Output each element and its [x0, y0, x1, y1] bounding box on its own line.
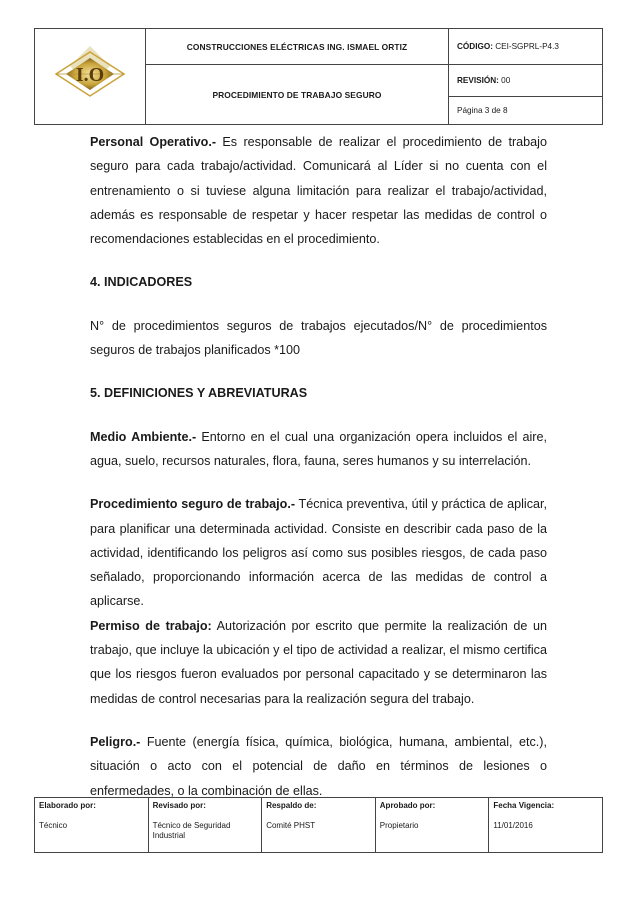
- peligro-paragraph: [90, 730, 547, 803]
- revisado-value: Técnico de Seguridad Industrial: [152, 821, 231, 840]
- permiso-term: Permiso de trabajo:: [90, 618, 212, 633]
- section-5-heading: 5. DEFINICIONES Y ABREVIATURAS: [90, 386, 308, 401]
- revision-cell: [449, 65, 603, 97]
- aprobado-label: Aprobado por:: [379, 801, 436, 810]
- footer-revisado: [148, 798, 262, 853]
- respaldo-label: Respaldo de:: [266, 801, 317, 810]
- elaborado-value: Técnico: [39, 821, 68, 830]
- indicadores-paragraph: N° de procedimientos seguros de trabajos ejecutados/N° de procedimientos seguros de trabajos planificados *100: [90, 318, 547, 358]
- vigencia-value: 11/01/2016: [493, 821, 533, 830]
- permiso-paragraph: [90, 614, 547, 711]
- medio-ambiente-term: Medio Ambiente.-: [90, 429, 197, 444]
- company-name: CONSTRUCCIONES ELÉCTRICAS ING. ISMAEL ORTIZ: [146, 29, 449, 65]
- section-4-heading: 4. INDICADORES: [90, 275, 193, 290]
- medio-ambiente-text: Entorno en el cual una organización opera incluidos el aire, agua, suelo, recursos naturales, flora, fauna, seres humanos y su interrelación.: [90, 429, 547, 468]
- elaborado-label: Elaborado por:: [39, 801, 96, 810]
- aprobado-value: Propietario: [379, 821, 419, 830]
- revision-label: REVISIÓN:: [457, 76, 499, 85]
- medio-ambiente-paragraph: [90, 425, 547, 474]
- procedimiento-term: Procedimiento seguro de trabajo.-: [90, 497, 296, 512]
- code-value: CEI-SGPRL-P4.3: [495, 42, 559, 51]
- header-table: [34, 28, 603, 125]
- document-title: PROCEDIMIENTO DE TRABAJO SEGURO: [146, 65, 449, 125]
- code-label: CÓDIGO:: [457, 42, 493, 51]
- footer-vigencia: [489, 798, 603, 853]
- peligro-text: Fuente (energía física, química, biológica, humana, ambiental, etc.), situación o acto con el potencial de daño en términos de lesiones o enfermedades, o la combinación de ellas.: [90, 734, 547, 798]
- respaldo-value: Comité PHST: [266, 821, 316, 830]
- page-number: Página 3 de 8: [449, 97, 603, 125]
- procedimiento-paragraph: [90, 492, 547, 613]
- document-body: [90, 130, 547, 803]
- code-cell: [449, 29, 603, 65]
- footer-aprobado: [375, 798, 489, 853]
- revisado-label: Revisado por:: [152, 801, 206, 810]
- logo-cell: [35, 29, 146, 125]
- logo-text: I.O: [75, 64, 105, 86]
- personal-operativo-paragraph: [90, 130, 547, 251]
- company-logo: [52, 44, 128, 104]
- personal-operativo-text: Es responsable de realizar el procedimiento de trabajo seguro para cada trabajo/actividad. Comunicará al Líder si no cuenta con el entrenamiento o si tuviese alguna limitación para realizar el trabajo/actividad, además es responsable de respetar y hacer respetar las medidas de control o recomendaciones establecidas en el procedimiento.: [90, 135, 547, 247]
- vigencia-label: Fecha Vigencia:: [493, 801, 555, 810]
- footer-respaldo: [262, 798, 376, 853]
- personal-operativo-term: Personal Operativo.-: [90, 135, 217, 149]
- revision-value: 00: [501, 76, 511, 85]
- peligro-term: Peligro.-: [90, 734, 141, 749]
- procedimiento-text: Técnica preventiva, útil y práctica de aplicar, para planificar una determinada actividad. Consiste en describir cada paso de la actividad, identificando los peligros así como sus posibles riesgos, de cada paso señalado, proporcionando información acerca de las medidas de control a aplicarse.: [90, 497, 547, 609]
- footer-elaborado: [35, 798, 149, 853]
- footer-table: [34, 797, 603, 853]
- permiso-text: Autorización por escrito que permite la realización de un trabajo, que incluye la ubicación y el tipo de actividad a realizar, el mismo certifica que los riesgos fueron evaluados por personal capacitado y se determinaron las medidas de control necesarias para la realización segura del trabajo.: [90, 618, 548, 706]
